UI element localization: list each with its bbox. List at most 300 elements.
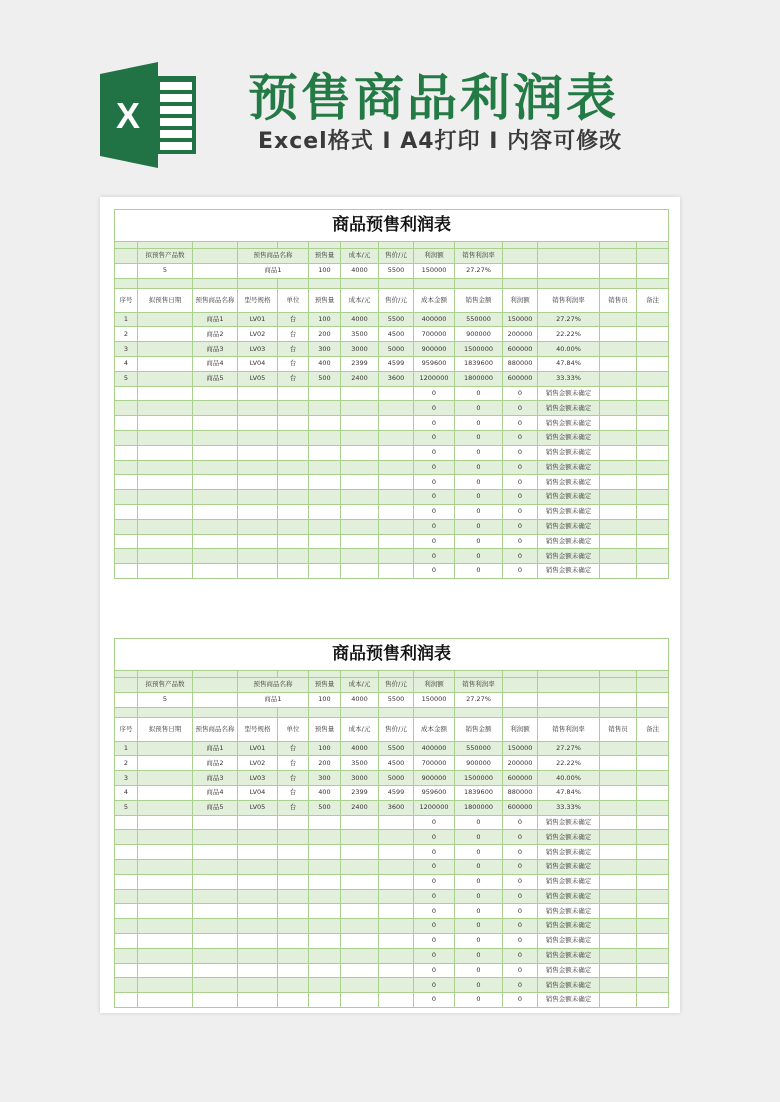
empty-cell[interactable] [455, 671, 503, 678]
empty-cell[interactable] [379, 475, 414, 490]
empty-cell[interactable] [637, 504, 669, 519]
empty-cell[interactable] [600, 963, 637, 978]
data-cell[interactable]: LV02 [238, 756, 278, 771]
data-cell[interactable]: LV03 [238, 771, 278, 786]
empty-cell[interactable] [309, 549, 341, 564]
data-cell[interactable]: LV05 [238, 371, 278, 386]
summary-header[interactable]: 预售量 [309, 249, 341, 264]
empty-cell[interactable] [600, 671, 637, 678]
empty-cell[interactable] [115, 504, 138, 519]
empty-cell[interactable] [115, 490, 138, 505]
empty-cell[interactable] [600, 460, 637, 475]
empty-cell[interactable] [238, 401, 278, 416]
empty-cell[interactable] [115, 978, 138, 993]
empty-cell[interactable] [341, 671, 379, 678]
empty-cell[interactable] [238, 874, 278, 889]
empty-cell[interactable] [341, 416, 379, 431]
data-cell[interactable]: 900000 [414, 771, 455, 786]
data-cell[interactable]: 300 [309, 342, 341, 357]
data-cell[interactable]: 2400 [341, 800, 379, 815]
empty-cell[interactable] [637, 534, 669, 549]
empty-cell[interactable] [600, 475, 637, 490]
data-cell[interactable]: 1839600 [455, 785, 503, 800]
empty-cell[interactable] [138, 430, 193, 445]
empty-cell[interactable] [193, 475, 238, 490]
empty-cell[interactable] [138, 490, 193, 505]
data-cell[interactable]: 4500 [379, 327, 414, 342]
empty-cell[interactable] [309, 504, 341, 519]
empty-cell[interactable] [637, 904, 669, 919]
profit-cell[interactable]: 0 [503, 549, 538, 564]
column-header[interactable]: 序号 [115, 717, 138, 741]
cost-amount-cell[interactable]: 0 [414, 445, 455, 460]
profit-rate-cell[interactable]: 销售金额未确定 [538, 430, 600, 445]
profit-rate-cell[interactable]: 销售金额未确定 [538, 919, 600, 934]
data-cell[interactable]: 600000 [503, 371, 538, 386]
empty-cell[interactable] [379, 278, 414, 288]
empty-cell[interactable] [637, 978, 669, 993]
empty-cell[interactable] [538, 707, 600, 717]
empty-cell[interactable] [379, 671, 414, 678]
empty-cell[interactable] [503, 707, 538, 717]
sales-amount-cell[interactable]: 0 [455, 430, 503, 445]
empty-cell[interactable] [341, 490, 379, 505]
empty-cell[interactable] [600, 416, 637, 431]
data-cell[interactable]: 2400 [341, 371, 379, 386]
column-header[interactable]: 销售利润率 [538, 717, 600, 741]
empty-cell[interactable] [637, 401, 669, 416]
empty-cell[interactable] [538, 249, 600, 264]
profit-rate-cell[interactable]: 销售金额未确定 [538, 564, 600, 579]
empty-cell[interactable] [309, 978, 341, 993]
data-cell[interactable] [600, 785, 637, 800]
data-cell[interactable] [138, 327, 193, 342]
column-header[interactable]: 型号规格 [238, 717, 278, 741]
data-cell[interactable]: 959600 [414, 356, 455, 371]
profit-rate-cell[interactable]: 销售金额未确定 [538, 859, 600, 874]
data-cell[interactable]: 700000 [414, 327, 455, 342]
empty-cell[interactable] [379, 534, 414, 549]
empty-cell[interactable] [193, 278, 238, 288]
data-cell[interactable]: LV02 [238, 327, 278, 342]
sales-amount-cell[interactable]: 0 [455, 549, 503, 564]
empty-cell[interactable] [379, 549, 414, 564]
empty-cell[interactable] [138, 933, 193, 948]
empty-cell[interactable] [193, 445, 238, 460]
empty-cell[interactable] [115, 707, 138, 717]
empty-cell[interactable] [600, 859, 637, 874]
cost-amount-cell[interactable]: 0 [414, 475, 455, 490]
empty-cell[interactable] [309, 889, 341, 904]
empty-cell[interactable] [238, 978, 278, 993]
summary-header[interactable]: 成本/元 [341, 678, 379, 693]
data-cell[interactable] [600, 342, 637, 357]
data-cell[interactable]: 40.00% [538, 771, 600, 786]
summary-value[interactable]: 商品1 [238, 263, 309, 278]
column-header[interactable]: 销售金额 [455, 288, 503, 312]
column-header[interactable]: 售价/元 [379, 717, 414, 741]
empty-cell[interactable] [115, 830, 138, 845]
column-header[interactable]: 利润额 [503, 288, 538, 312]
empty-cell[interactable] [379, 460, 414, 475]
empty-cell[interactable] [193, 564, 238, 579]
data-cell[interactable]: 47.84% [538, 785, 600, 800]
empty-cell[interactable] [379, 859, 414, 874]
cost-amount-cell[interactable]: 0 [414, 948, 455, 963]
empty-cell[interactable] [309, 707, 341, 717]
empty-cell[interactable] [637, 948, 669, 963]
empty-cell[interactable] [379, 845, 414, 860]
column-header[interactable]: 成本/元 [341, 717, 379, 741]
data-cell[interactable] [600, 356, 637, 371]
empty-cell[interactable] [193, 242, 238, 249]
empty-cell[interactable] [238, 707, 278, 717]
cost-amount-cell[interactable]: 0 [414, 859, 455, 874]
cost-amount-cell[interactable]: 0 [414, 815, 455, 830]
summary-value[interactable]: 4000 [341, 692, 379, 707]
cost-amount-cell[interactable]: 0 [414, 416, 455, 431]
empty-cell[interactable] [414, 278, 455, 288]
data-cell[interactable]: 商品2 [193, 756, 238, 771]
profit-cell[interactable]: 0 [503, 889, 538, 904]
data-cell[interactable]: 150000 [503, 741, 538, 756]
empty-cell[interactable] [637, 933, 669, 948]
cost-amount-cell[interactable]: 0 [414, 874, 455, 889]
empty-cell[interactable] [600, 845, 637, 860]
empty-cell[interactable] [138, 815, 193, 830]
empty-cell[interactable] [600, 919, 637, 934]
empty-cell[interactable] [309, 830, 341, 845]
profit-cell[interactable]: 0 [503, 504, 538, 519]
column-header[interactable]: 预售商品名称 [193, 717, 238, 741]
profit-rate-cell[interactable]: 销售金额未确定 [538, 993, 600, 1008]
empty-cell[interactable] [379, 919, 414, 934]
cell[interactable] [115, 692, 138, 707]
summary-header[interactable]: 成本/元 [341, 249, 379, 264]
empty-cell[interactable] [138, 416, 193, 431]
empty-cell[interactable] [637, 549, 669, 564]
empty-cell[interactable] [538, 692, 600, 707]
empty-cell[interactable] [193, 549, 238, 564]
empty-cell[interactable] [600, 445, 637, 460]
empty-cell[interactable] [193, 490, 238, 505]
empty-cell[interactable] [238, 475, 278, 490]
empty-cell[interactable] [193, 707, 238, 717]
empty-cell[interactable] [600, 504, 637, 519]
empty-cell[interactable] [238, 815, 278, 830]
empty-cell[interactable] [379, 889, 414, 904]
profit-rate-cell[interactable]: 销售金额未确定 [538, 386, 600, 401]
table-title[interactable]: 商品预售利润表 [115, 639, 669, 671]
empty-cell[interactable] [278, 445, 309, 460]
empty-cell[interactable] [600, 889, 637, 904]
column-header[interactable]: 成本/元 [341, 288, 379, 312]
empty-cell[interactable] [278, 430, 309, 445]
sales-amount-cell[interactable]: 0 [455, 978, 503, 993]
empty-cell[interactable] [637, 490, 669, 505]
empty-cell[interactable] [278, 859, 309, 874]
profit-cell[interactable]: 0 [503, 919, 538, 934]
data-cell[interactable]: 47.84% [538, 356, 600, 371]
summary-value[interactable]: 4000 [341, 263, 379, 278]
profit-cell[interactable]: 0 [503, 564, 538, 579]
profit-rate-cell[interactable]: 销售金额未确定 [538, 933, 600, 948]
profit-cell[interactable]: 0 [503, 430, 538, 445]
column-header[interactable]: 备注 [637, 288, 669, 312]
cost-amount-cell[interactable]: 0 [414, 430, 455, 445]
sales-amount-cell[interactable]: 0 [455, 564, 503, 579]
sales-amount-cell[interactable]: 0 [455, 534, 503, 549]
data-cell[interactable]: 台 [278, 756, 309, 771]
profit-rate-cell[interactable]: 销售金额未确定 [538, 904, 600, 919]
sales-amount-cell[interactable]: 0 [455, 416, 503, 431]
data-cell[interactable] [637, 800, 669, 815]
profit-cell[interactable]: 0 [503, 904, 538, 919]
empty-cell[interactable] [503, 249, 538, 264]
empty-cell[interactable] [238, 504, 278, 519]
empty-cell[interactable] [379, 504, 414, 519]
summary-value[interactable]: 150000 [414, 692, 455, 707]
empty-cell[interactable] [503, 263, 538, 278]
empty-cell[interactable] [455, 278, 503, 288]
empty-cell[interactable] [637, 519, 669, 534]
empty-cell[interactable] [637, 278, 669, 288]
data-cell[interactable] [138, 342, 193, 357]
empty-cell[interactable] [278, 707, 309, 717]
empty-cell[interactable] [238, 549, 278, 564]
profit-cell[interactable]: 0 [503, 874, 538, 889]
data-cell[interactable] [600, 371, 637, 386]
empty-cell[interactable] [341, 993, 379, 1008]
column-header[interactable]: 拟预售日期 [138, 717, 193, 741]
data-cell[interactable]: 1 [115, 741, 138, 756]
empty-cell[interactable] [278, 815, 309, 830]
empty-cell[interactable] [138, 475, 193, 490]
empty-cell[interactable] [138, 549, 193, 564]
profit-cell[interactable]: 0 [503, 978, 538, 993]
data-cell[interactable]: 22.22% [538, 327, 600, 342]
summary-value[interactable]: 5 [138, 692, 193, 707]
cost-amount-cell[interactable]: 0 [414, 564, 455, 579]
profit-cell[interactable]: 0 [503, 416, 538, 431]
empty-cell[interactable] [115, 859, 138, 874]
empty-cell[interactable] [503, 242, 538, 249]
empty-cell[interactable] [138, 948, 193, 963]
empty-cell[interactable] [278, 386, 309, 401]
data-cell[interactable]: 3 [115, 342, 138, 357]
empty-cell[interactable] [138, 830, 193, 845]
data-cell[interactable] [138, 371, 193, 386]
profit-rate-cell[interactable]: 销售金额未确定 [538, 963, 600, 978]
summary-value[interactable]: 5500 [379, 692, 414, 707]
sales-amount-cell[interactable]: 0 [455, 504, 503, 519]
empty-cell[interactable] [115, 904, 138, 919]
empty-cell[interactable] [309, 490, 341, 505]
empty-cell[interactable] [309, 933, 341, 948]
sales-amount-cell[interactable]: 0 [455, 401, 503, 416]
empty-cell[interactable] [238, 430, 278, 445]
profit-rate-cell[interactable]: 销售金额未确定 [538, 534, 600, 549]
empty-cell[interactable] [637, 564, 669, 579]
data-cell[interactable]: 500 [309, 800, 341, 815]
empty-cell[interactable] [138, 519, 193, 534]
empty-cell[interactable] [341, 904, 379, 919]
empty-cell[interactable] [637, 874, 669, 889]
empty-cell[interactable] [600, 815, 637, 830]
data-cell[interactable]: LV05 [238, 800, 278, 815]
empty-cell[interactable] [341, 504, 379, 519]
empty-cell[interactable] [379, 386, 414, 401]
empty-cell[interactable] [379, 242, 414, 249]
data-cell[interactable] [637, 342, 669, 357]
empty-cell[interactable] [503, 278, 538, 288]
cell[interactable] [115, 678, 138, 693]
empty-cell[interactable] [341, 978, 379, 993]
data-cell[interactable]: LV01 [238, 312, 278, 327]
data-cell[interactable] [600, 771, 637, 786]
data-cell[interactable]: 台 [278, 312, 309, 327]
data-cell[interactable]: 4599 [379, 785, 414, 800]
empty-cell[interactable] [309, 845, 341, 860]
summary-value[interactable]: 5500 [379, 263, 414, 278]
summary-header[interactable]: 拟预售产品数 [138, 678, 193, 693]
empty-cell[interactable] [138, 671, 193, 678]
empty-cell[interactable] [600, 678, 637, 693]
empty-cell[interactable] [238, 904, 278, 919]
empty-cell[interactable] [278, 534, 309, 549]
empty-cell[interactable] [379, 519, 414, 534]
empty-cell[interactable] [637, 430, 669, 445]
data-cell[interactable] [138, 756, 193, 771]
cost-amount-cell[interactable]: 0 [414, 919, 455, 934]
data-cell[interactable]: 1 [115, 312, 138, 327]
empty-cell[interactable] [341, 519, 379, 534]
data-cell[interactable] [138, 356, 193, 371]
data-cell[interactable] [637, 756, 669, 771]
data-cell[interactable]: 959600 [414, 785, 455, 800]
data-cell[interactable]: 台 [278, 771, 309, 786]
empty-cell[interactable] [341, 278, 379, 288]
data-cell[interactable]: 台 [278, 327, 309, 342]
summary-value[interactable]: 100 [309, 263, 341, 278]
profit-rate-cell[interactable]: 销售金额未确定 [538, 830, 600, 845]
data-cell[interactable]: 4 [115, 356, 138, 371]
data-cell[interactable]: 5 [115, 371, 138, 386]
profit-cell[interactable]: 0 [503, 386, 538, 401]
empty-cell[interactable] [309, 859, 341, 874]
profit-cell[interactable]: 0 [503, 490, 538, 505]
sales-amount-cell[interactable]: 0 [455, 845, 503, 860]
empty-cell[interactable] [115, 564, 138, 579]
cost-amount-cell[interactable]: 0 [414, 549, 455, 564]
empty-cell[interactable] [309, 430, 341, 445]
empty-cell[interactable] [600, 874, 637, 889]
empty-cell[interactable] [600, 519, 637, 534]
data-cell[interactable] [637, 785, 669, 800]
summary-value[interactable]: 150000 [414, 263, 455, 278]
empty-cell[interactable] [341, 859, 379, 874]
empty-cell[interactable] [309, 874, 341, 889]
column-header[interactable]: 序号 [115, 288, 138, 312]
data-cell[interactable]: 4000 [341, 312, 379, 327]
empty-cell[interactable] [341, 534, 379, 549]
profit-rate-cell[interactable]: 销售金额未确定 [538, 475, 600, 490]
summary-value[interactable]: 100 [309, 692, 341, 707]
empty-cell[interactable] [115, 933, 138, 948]
empty-cell[interactable] [238, 445, 278, 460]
empty-cell[interactable] [115, 874, 138, 889]
summary-header[interactable]: 销售利润率 [455, 249, 503, 264]
data-cell[interactable] [637, 371, 669, 386]
empty-cell[interactable] [115, 386, 138, 401]
column-header[interactable]: 销售金额 [455, 717, 503, 741]
empty-cell[interactable] [379, 815, 414, 830]
column-header[interactable]: 型号规格 [238, 288, 278, 312]
empty-cell[interactable] [600, 564, 637, 579]
empty-cell[interactable] [278, 830, 309, 845]
data-cell[interactable]: 台 [278, 371, 309, 386]
cost-amount-cell[interactable]: 0 [414, 504, 455, 519]
data-cell[interactable]: 3500 [341, 327, 379, 342]
empty-cell[interactable] [193, 460, 238, 475]
data-cell[interactable]: LV03 [238, 342, 278, 357]
empty-cell[interactable] [637, 445, 669, 460]
empty-cell[interactable] [309, 904, 341, 919]
empty-cell[interactable] [341, 430, 379, 445]
empty-cell[interactable] [193, 904, 238, 919]
empty-cell[interactable] [138, 386, 193, 401]
empty-cell[interactable] [637, 263, 669, 278]
empty-cell[interactable] [238, 242, 278, 249]
empty-cell[interactable] [637, 963, 669, 978]
data-cell[interactable]: 550000 [455, 312, 503, 327]
empty-cell[interactable] [138, 445, 193, 460]
empty-cell[interactable] [600, 249, 637, 264]
empty-cell[interactable] [379, 490, 414, 505]
empty-cell[interactable] [278, 278, 309, 288]
data-cell[interactable]: 1800000 [455, 800, 503, 815]
cost-amount-cell[interactable]: 0 [414, 993, 455, 1008]
data-cell[interactable]: 2 [115, 756, 138, 771]
data-cell[interactable]: 3000 [341, 342, 379, 357]
empty-cell[interactable] [309, 815, 341, 830]
data-cell[interactable]: 3 [115, 771, 138, 786]
summary-header[interactable]: 拟预售产品数 [138, 249, 193, 264]
data-cell[interactable]: 700000 [414, 756, 455, 771]
sales-amount-cell[interactable]: 0 [455, 490, 503, 505]
empty-cell[interactable] [600, 933, 637, 948]
empty-cell[interactable] [238, 963, 278, 978]
empty-cell[interactable] [600, 242, 637, 249]
empty-cell[interactable] [600, 430, 637, 445]
empty-cell[interactable] [238, 845, 278, 860]
empty-cell[interactable] [115, 963, 138, 978]
empty-cell[interactable] [309, 564, 341, 579]
empty-cell[interactable] [278, 978, 309, 993]
empty-cell[interactable] [278, 475, 309, 490]
empty-cell[interactable] [379, 978, 414, 993]
cost-amount-cell[interactable]: 0 [414, 963, 455, 978]
empty-cell[interactable] [379, 963, 414, 978]
empty-cell[interactable] [278, 490, 309, 505]
empty-cell[interactable] [309, 948, 341, 963]
empty-cell[interactable] [278, 933, 309, 948]
data-cell[interactable] [600, 312, 637, 327]
cost-amount-cell[interactable]: 0 [414, 534, 455, 549]
empty-cell[interactable] [538, 242, 600, 249]
data-cell[interactable]: 900000 [455, 756, 503, 771]
empty-cell[interactable] [600, 549, 637, 564]
